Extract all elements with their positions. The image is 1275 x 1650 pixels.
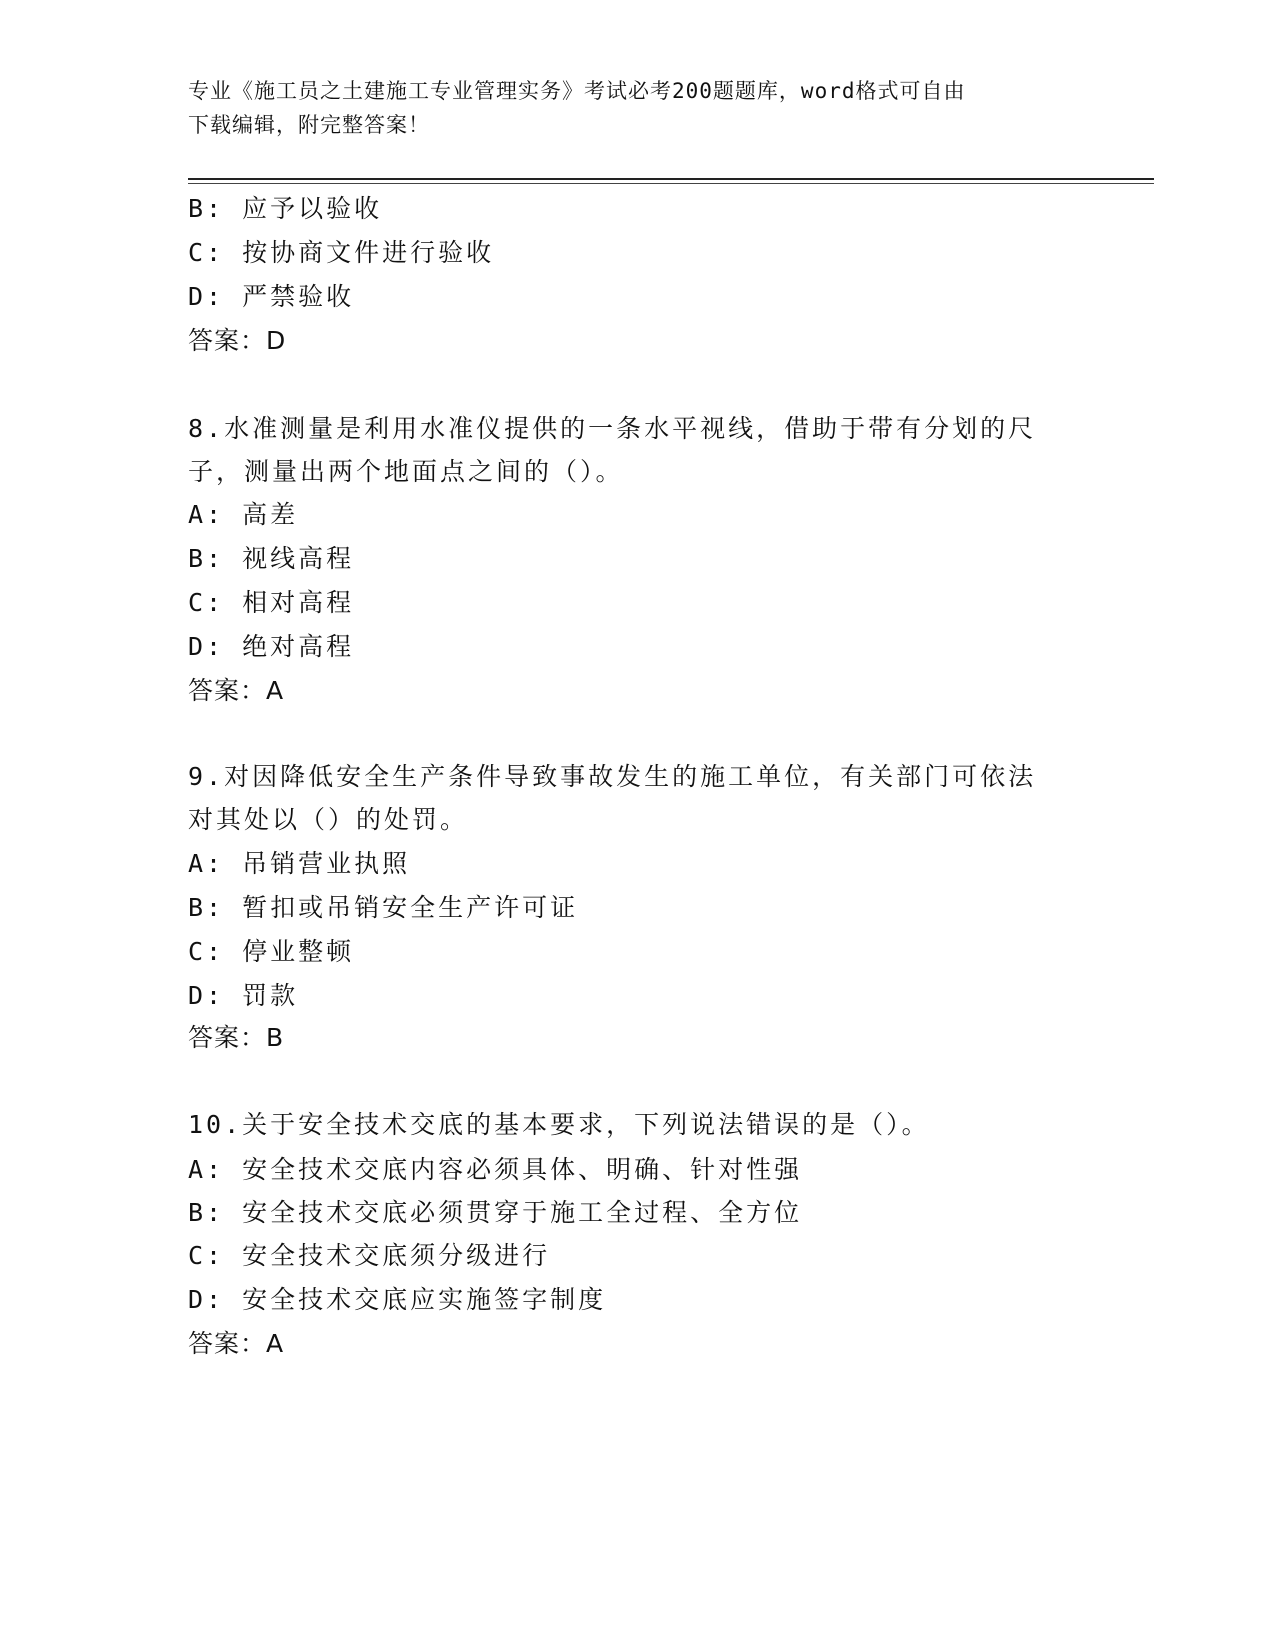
- header-divider-thick: [188, 178, 1154, 180]
- header-line-1: 专业《施工员之土建施工专业管理实务》考试必考200题题库，word格式可自由: [188, 79, 966, 103]
- q10-option-b: B: 安全技术交底必须贯穿于施工全过程、全方位: [188, 1198, 803, 1227]
- q8-stem-line-2: 子，测量出两个地面点之间的（）。: [188, 457, 624, 486]
- q8-answer: 答案：A: [188, 676, 285, 705]
- header-divider-thin: [188, 183, 1154, 184]
- prev-option-d: D: 严禁验收: [188, 282, 355, 311]
- prev-answer: 答案：D: [188, 326, 287, 355]
- q9-option-d: D: 罚款: [188, 981, 299, 1010]
- q9-option-c: C: 停业整顿: [188, 937, 355, 966]
- q9-option-a: A: 吊销营业执照: [188, 849, 411, 878]
- prev-option-c: C: 按协商文件进行验收: [188, 238, 495, 267]
- q8-option-d: D: 绝对高程: [188, 632, 355, 661]
- q10-stem-line-1: 10.关于安全技术交底的基本要求，下列说法错误的是（）。: [188, 1110, 930, 1139]
- q9-stem-line-2: 对其处以（）的处罚。: [188, 805, 469, 834]
- q8-stem-line-1: 8.水准测量是利用水准仪提供的一条水平视线，借助于带有分划的尺: [188, 414, 1037, 443]
- q10-option-d: D: 安全技术交底应实施签字制度: [188, 1285, 607, 1314]
- q8-option-b: B: 视线高程: [188, 544, 355, 573]
- q8-option-a: A: 高差: [188, 500, 299, 529]
- q9-option-b: B: 暂扣或吊销安全生产许可证: [188, 893, 579, 922]
- header-line-2: 下载编辑，附完整答案！: [188, 113, 430, 137]
- document-header: [188, 74, 1088, 142]
- prev-option-b: B: 应予以验收: [188, 194, 383, 223]
- q8-option-c: C: 相对高程: [188, 588, 355, 617]
- q9-stem-line-1: 9.对因降低安全生产条件导致事故发生的施工单位，有关部门可依法: [188, 762, 1037, 791]
- q10-option-a: A: 安全技术交底内容必须具体、明确、针对性强: [188, 1155, 803, 1184]
- q10-answer: 答案：A: [188, 1329, 285, 1358]
- q10-option-c: C: 安全技术交底须分级进行: [188, 1241, 551, 1270]
- q9-answer: 答案：B: [188, 1023, 285, 1052]
